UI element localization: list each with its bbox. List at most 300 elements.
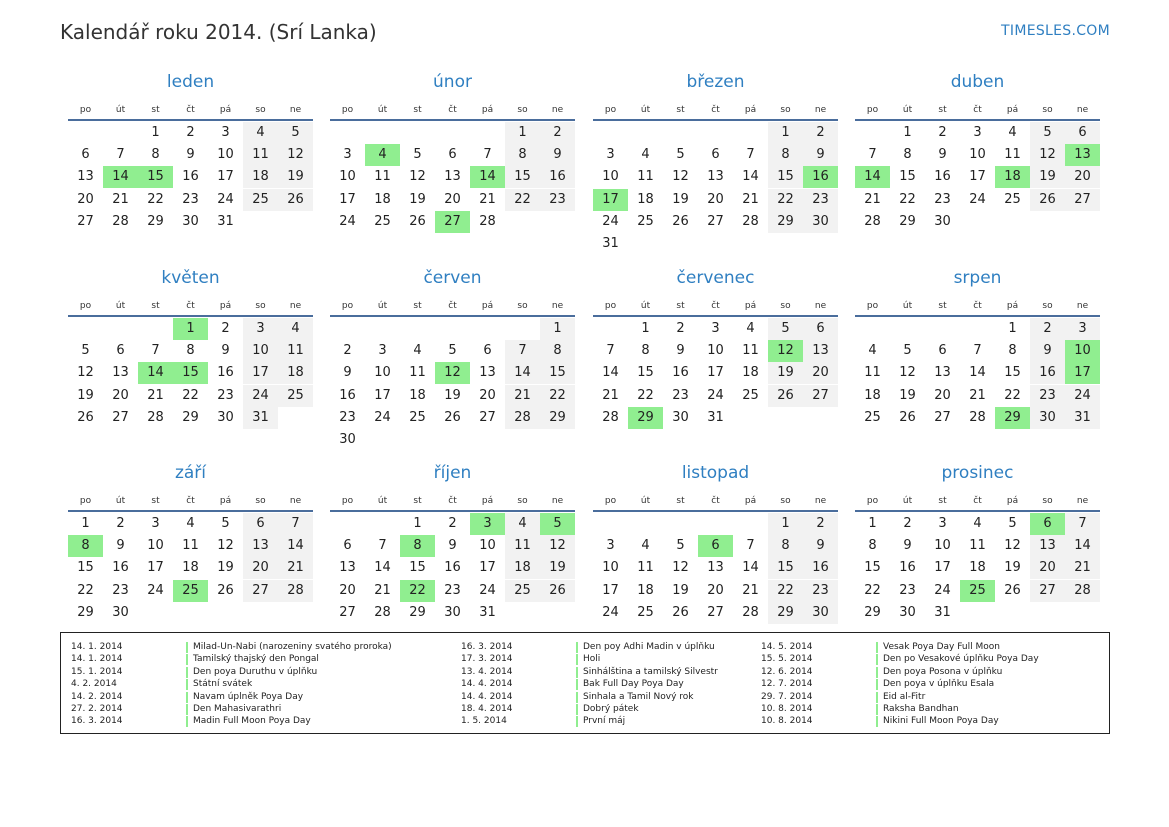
day-cell: 10: [374, 365, 391, 381]
legend-marker: [576, 642, 578, 653]
legend-name: Den poya Posona v úplňku: [883, 666, 1003, 677]
day-cell: 10: [707, 343, 724, 359]
day-cell: 28: [505, 407, 540, 429]
day-cell: 3: [343, 147, 352, 163]
day-cell: 16: [672, 365, 689, 381]
day-cell: 18: [969, 560, 986, 576]
day-cell: 3: [378, 343, 387, 359]
day-cell: 5: [676, 538, 685, 554]
day-cell: 21: [505, 385, 540, 407]
month-name: září: [174, 463, 207, 483]
day-cell: 28: [374, 604, 391, 620]
day-cell: 29: [147, 213, 164, 229]
day-cell: 18: [864, 387, 881, 403]
holiday-day-cell: 8: [400, 535, 435, 557]
day-cell: 20: [1065, 166, 1100, 188]
weekday-label: čt: [186, 496, 195, 506]
legend-item: [761, 703, 1051, 715]
day-cell: 30: [112, 604, 129, 620]
day-cell: 27: [243, 580, 278, 602]
day-cell: 12: [540, 535, 575, 557]
weekday-label: po: [866, 496, 879, 506]
holiday-day-cell: 3: [470, 513, 505, 535]
day-cell: 26: [899, 409, 916, 425]
day-cell: 19: [540, 557, 575, 579]
day-cell: 21: [112, 191, 129, 207]
holiday-day-cell: 14: [470, 166, 505, 188]
day-cell: 8: [641, 343, 650, 359]
day-cell: 23: [112, 582, 129, 598]
day-cell: 1: [413, 516, 422, 531]
day-cell: 2: [903, 516, 912, 531]
weekday-label: ne: [551, 301, 564, 311]
weekday-label: st: [151, 301, 160, 311]
weekday-label: čt: [973, 496, 982, 506]
day-cell: 19: [899, 387, 916, 403]
day-cell: 1: [768, 513, 803, 535]
holiday-legend: [60, 632, 1110, 734]
legend-name: Dobrý pátek: [583, 703, 639, 714]
weekday-label: út: [640, 496, 651, 506]
day-cell: 29: [540, 407, 575, 429]
weekday-label: st: [151, 496, 160, 506]
day-cell: 5: [1008, 516, 1017, 531]
day-cell: 24: [934, 582, 951, 598]
day-cell: 19: [1030, 166, 1065, 188]
weekday-label: po: [866, 301, 879, 311]
day-cell: 22: [540, 385, 575, 407]
day-cell: 10: [243, 340, 278, 362]
day-cell: 7: [278, 513, 313, 535]
day-cell: 2: [448, 516, 457, 531]
brand-link[interactable]: TIMESLES.COM: [1001, 23, 1110, 39]
day-cell: 7: [505, 340, 540, 362]
day-cell: 26: [672, 213, 689, 229]
day-cell: 26: [278, 189, 313, 211]
weekday-label: st: [413, 496, 422, 506]
day-cell: 7: [378, 538, 387, 554]
day-cell: 24: [147, 582, 164, 598]
day-cell: 29: [768, 602, 803, 624]
day-cell: 21: [602, 387, 619, 403]
legend-name: Den Mahasivarathri: [193, 703, 282, 714]
weekday-label: ne: [289, 496, 302, 506]
day-cell: 25: [742, 387, 759, 403]
day-cell: 21: [742, 191, 759, 207]
weekday-label: so: [517, 496, 528, 506]
day-cell: 28: [147, 409, 164, 425]
day-cell: 7: [116, 147, 125, 163]
day-cell: 31: [1065, 407, 1100, 429]
day-cell: 23: [934, 191, 951, 207]
day-cell: 5: [676, 147, 685, 163]
header-divider: [68, 510, 313, 512]
day-cell: 2: [540, 122, 575, 144]
legend-date: 27. 2. 2014: [71, 703, 123, 714]
day-cell: 17: [374, 387, 391, 403]
day-cell: 24: [479, 582, 496, 598]
day-cell: 14: [742, 169, 759, 185]
day-cell: 25: [505, 580, 540, 602]
day-cell: 13: [479, 365, 496, 381]
day-cell: 18: [182, 560, 199, 576]
day-cell: 28: [1065, 580, 1100, 602]
month-calendar: [855, 463, 1100, 653]
day-cell: 26: [672, 604, 689, 620]
legend-name: Den poya v úplňku Esala: [883, 679, 995, 690]
day-cell: 25: [409, 409, 426, 425]
day-cell: 4: [413, 343, 422, 359]
day-cell: 4: [641, 538, 650, 554]
legend-date: 14. 5. 2014: [761, 642, 813, 652]
legend-item: [761, 715, 1051, 727]
day-cell: 11: [182, 538, 199, 554]
day-cell: 20: [444, 191, 461, 207]
legend-marker: [576, 679, 578, 690]
day-cell: 11: [637, 169, 654, 185]
month-calendar: [330, 268, 575, 458]
day-cell: 6: [1065, 122, 1100, 144]
day-cell: 22: [637, 387, 654, 403]
legend-marker: [876, 692, 878, 703]
day-cell: 1: [505, 122, 540, 144]
weekday-label: st: [938, 105, 947, 115]
month-name: říjen: [433, 463, 472, 483]
day-cell: 31: [602, 236, 619, 251]
legend-date: 14. 1. 2014: [71, 654, 123, 665]
day-cell: 18: [278, 362, 313, 384]
day-cell: 26: [768, 385, 803, 407]
day-cell: 2: [803, 122, 838, 144]
day-cell: 29: [768, 211, 803, 233]
weekday-label: pá: [744, 301, 757, 311]
day-cell: 9: [448, 538, 457, 554]
weekday-label: ne: [1076, 105, 1089, 115]
day-cell: 8: [768, 144, 803, 166]
legend-marker: [186, 679, 188, 690]
holiday-day-cell: 14: [138, 362, 173, 384]
day-cell: 26: [444, 409, 461, 425]
weekday-label: ne: [551, 496, 564, 506]
day-cell: 13: [707, 560, 724, 576]
day-cell: 17: [602, 582, 619, 598]
day-cell: 7: [151, 343, 160, 359]
day-cell: 12: [409, 169, 426, 185]
day-cell: 16: [182, 169, 199, 185]
day-cell: 10: [147, 538, 164, 554]
day-cell: 18: [243, 166, 278, 188]
day-cell: 15: [768, 166, 803, 188]
day-cell: 13: [934, 365, 951, 381]
day-cell: 3: [938, 516, 947, 531]
holiday-day-cell: 25: [960, 580, 995, 602]
month-calendar: [593, 268, 838, 458]
day-cell: 18: [505, 557, 540, 579]
header-divider: [593, 510, 838, 512]
legend-date: 29. 7. 2014: [761, 691, 813, 702]
weekday-label: po: [341, 496, 354, 506]
weekday-label: út: [902, 301, 913, 311]
month-calendar: [593, 72, 838, 262]
weekday-label: čt: [448, 496, 457, 506]
month-calendar: [330, 72, 575, 262]
legend-marker: [876, 667, 878, 678]
day-cell: 12: [899, 365, 916, 381]
day-cell: 8: [768, 535, 803, 557]
legend-item: [761, 653, 1051, 665]
day-cell: 26: [540, 580, 575, 602]
weekday-label: so: [1042, 301, 1053, 311]
day-cell: 24: [602, 213, 619, 229]
day-cell: 13: [444, 169, 461, 185]
legend-column: [761, 641, 1051, 728]
legend-item: [461, 715, 751, 727]
month-calendar: [593, 463, 838, 653]
day-cell: 9: [938, 147, 947, 163]
day-cell: 19: [409, 191, 426, 207]
legend-name: Nikini Full Moon Poya Day: [883, 716, 999, 727]
day-cell: 3: [221, 125, 230, 140]
day-cell: 12: [217, 538, 234, 554]
day-cell: 28: [742, 604, 759, 620]
day-cell: 11: [637, 560, 654, 576]
weekday-label: po: [341, 301, 354, 311]
legend-marker: [576, 704, 578, 715]
holiday-day-cell: 17: [593, 189, 628, 211]
weekday-label: so: [517, 105, 528, 115]
day-cell: 10: [602, 560, 619, 576]
day-cell: 9: [343, 365, 352, 381]
header-divider: [855, 315, 1100, 317]
day-cell: 22: [1004, 387, 1021, 403]
day-cell: 24: [217, 191, 234, 207]
day-cell: 20: [339, 582, 356, 598]
legend-item: [71, 715, 451, 727]
holiday-day-cell: 6: [698, 535, 733, 557]
day-cell: 4: [641, 147, 650, 163]
weekday-label: st: [938, 301, 947, 311]
day-cell: 9: [803, 144, 838, 166]
day-cell: 28: [864, 213, 881, 229]
legend-marker: [186, 667, 188, 678]
day-cell: 3: [606, 147, 615, 163]
day-cell: 3: [151, 516, 160, 531]
legend-date: 14. 4. 2014: [461, 679, 513, 690]
day-cell: 30: [803, 602, 838, 624]
day-cell: 8: [903, 147, 912, 163]
day-cell: 21: [479, 191, 496, 207]
weekday-label: ne: [814, 105, 827, 115]
day-cell: 30: [899, 604, 916, 620]
day-cell: 16: [217, 365, 234, 381]
day-cell: 11: [742, 343, 759, 359]
day-cell: 20: [707, 191, 724, 207]
day-cell: 25: [374, 213, 391, 229]
day-cell: 8: [540, 340, 575, 362]
weekday-label: ne: [289, 301, 302, 311]
day-cell: 4: [278, 318, 313, 340]
day-cell: 15: [540, 362, 575, 384]
day-cell: 21: [147, 387, 164, 403]
day-cell: 29: [899, 213, 916, 229]
day-cell: 28: [969, 409, 986, 425]
weekday-label: pá: [744, 496, 757, 506]
day-cell: 29: [864, 604, 881, 620]
holiday-day-cell: 12: [768, 340, 803, 362]
day-cell: 17: [934, 560, 951, 576]
weekday-label: ne: [1076, 496, 1089, 506]
weekday-label: ne: [289, 105, 302, 115]
day-cell: 28: [112, 213, 129, 229]
weekday-label: so: [517, 301, 528, 311]
day-cell: 8: [868, 538, 877, 554]
day-cell: 6: [243, 513, 278, 535]
weekday-label: út: [377, 301, 388, 311]
legend-name: Den poy Adhi Madin v úplňku: [583, 642, 715, 652]
day-cell: 26: [77, 409, 94, 425]
day-cell: 31: [217, 213, 234, 229]
day-cell: 2: [803, 513, 838, 535]
weekday-label: so: [1042, 496, 1053, 506]
day-cell: 5: [81, 343, 90, 359]
day-cell: 3: [711, 321, 720, 336]
legend-name: Sinhala a Tamil Nový rok: [583, 691, 694, 702]
day-cell: 24: [243, 385, 278, 407]
legend-date: 16. 3. 2014: [461, 642, 513, 652]
day-cell: 13: [1030, 535, 1065, 557]
legend-column: [71, 641, 451, 728]
day-cell: 4: [868, 343, 877, 359]
weekday-label: čt: [973, 301, 982, 311]
day-cell: 7: [1065, 513, 1100, 535]
day-cell: 23: [540, 189, 575, 211]
legend-marker: [186, 692, 188, 703]
day-cell: 17: [243, 362, 278, 384]
weekday-label: ne: [1076, 301, 1089, 311]
day-cell: 19: [1004, 560, 1021, 576]
month-name: březen: [686, 72, 745, 92]
day-cell: 27: [77, 213, 94, 229]
legend-item: [461, 653, 751, 665]
day-cell: 21: [374, 582, 391, 598]
day-cell: 9: [1030, 340, 1065, 362]
day-cell: 7: [606, 343, 615, 359]
day-cell: 11: [374, 169, 391, 185]
day-cell: 29: [77, 604, 94, 620]
day-cell: 25: [243, 189, 278, 211]
legend-item: [71, 666, 451, 678]
holiday-day-cell: 1: [173, 318, 208, 340]
day-cell: 10: [339, 169, 356, 185]
day-cell: 15: [77, 560, 94, 576]
day-cell: 2: [116, 516, 125, 531]
holiday-day-cell: 18: [995, 166, 1030, 188]
header-divider: [68, 119, 313, 121]
day-cell: 16: [540, 166, 575, 188]
month-name: listopad: [681, 463, 750, 483]
day-cell: 19: [217, 560, 234, 576]
day-cell: 1: [540, 318, 575, 340]
header-divider: [330, 510, 575, 512]
legend-name: Vesak Poya Day Full Moon: [883, 642, 1000, 652]
day-cell: 30: [182, 213, 199, 229]
legend-name: Holi: [583, 654, 601, 665]
weekday-label: čt: [448, 301, 457, 311]
month-name: duben: [950, 72, 1005, 92]
header-divider: [593, 315, 838, 317]
weekday-label: so: [780, 105, 791, 115]
legend-item: [461, 666, 751, 678]
day-cell: 6: [938, 343, 947, 359]
day-cell: 4: [505, 513, 540, 535]
day-cell: 20: [479, 387, 496, 403]
weekday-label: út: [640, 301, 651, 311]
day-cell: 31: [707, 409, 724, 425]
day-cell: 6: [448, 147, 457, 163]
legend-date: 17. 3. 2014: [461, 654, 513, 665]
day-cell: 27: [479, 409, 496, 425]
day-cell: 19: [672, 582, 689, 598]
month-calendar: [68, 72, 313, 262]
holiday-day-cell: 15: [173, 362, 208, 384]
day-cell: 13: [803, 340, 838, 362]
day-cell: 20: [112, 387, 129, 403]
day-cell: 18: [637, 191, 654, 207]
weekday-label: so: [255, 105, 266, 115]
day-cell: 6: [803, 318, 838, 340]
day-cell: 6: [81, 147, 90, 163]
legend-item: [461, 641, 751, 653]
day-cell: 25: [278, 385, 313, 407]
day-cell: 28: [479, 213, 496, 229]
weekday-label: čt: [711, 496, 720, 506]
day-cell: 9: [540, 144, 575, 166]
weekday-label: čt: [711, 301, 720, 311]
weekday-label: pá: [481, 301, 494, 311]
day-cell: 3: [1065, 318, 1100, 340]
day-cell: 27: [339, 604, 356, 620]
day-cell: 24: [969, 191, 986, 207]
day-cell: 16: [112, 560, 129, 576]
day-cell: 16: [339, 387, 356, 403]
holiday-day-cell: 27: [435, 211, 470, 233]
day-cell: 22: [768, 189, 803, 211]
month-name: prosinec: [941, 463, 1014, 483]
day-cell: 23: [803, 580, 838, 602]
day-cell: 10: [969, 147, 986, 163]
legend-item: [71, 678, 451, 690]
legend-name: Eid al-Fitr: [883, 691, 926, 702]
day-cell: 26: [409, 213, 426, 229]
day-cell: 15: [637, 365, 654, 381]
day-cell: 13: [707, 169, 724, 185]
day-cell: 26: [1004, 582, 1021, 598]
day-cell: 17: [969, 169, 986, 185]
day-cell: 12: [77, 365, 94, 381]
legend-marker: [576, 654, 578, 665]
weekday-label: po: [79, 105, 92, 115]
day-cell: 2: [676, 321, 685, 336]
weekday-label: čt: [448, 105, 457, 115]
month-name: červen: [423, 268, 482, 288]
legend-date: 13. 4. 2014: [461, 666, 513, 677]
legend-name: Milad-Un-Nabi (narozeniny svatého proroka): [193, 642, 392, 652]
legend-item: [761, 666, 1051, 678]
day-cell: 2: [1030, 318, 1065, 340]
day-cell: 3: [606, 538, 615, 554]
day-cell: 24: [707, 387, 724, 403]
day-cell: 3: [973, 125, 982, 140]
